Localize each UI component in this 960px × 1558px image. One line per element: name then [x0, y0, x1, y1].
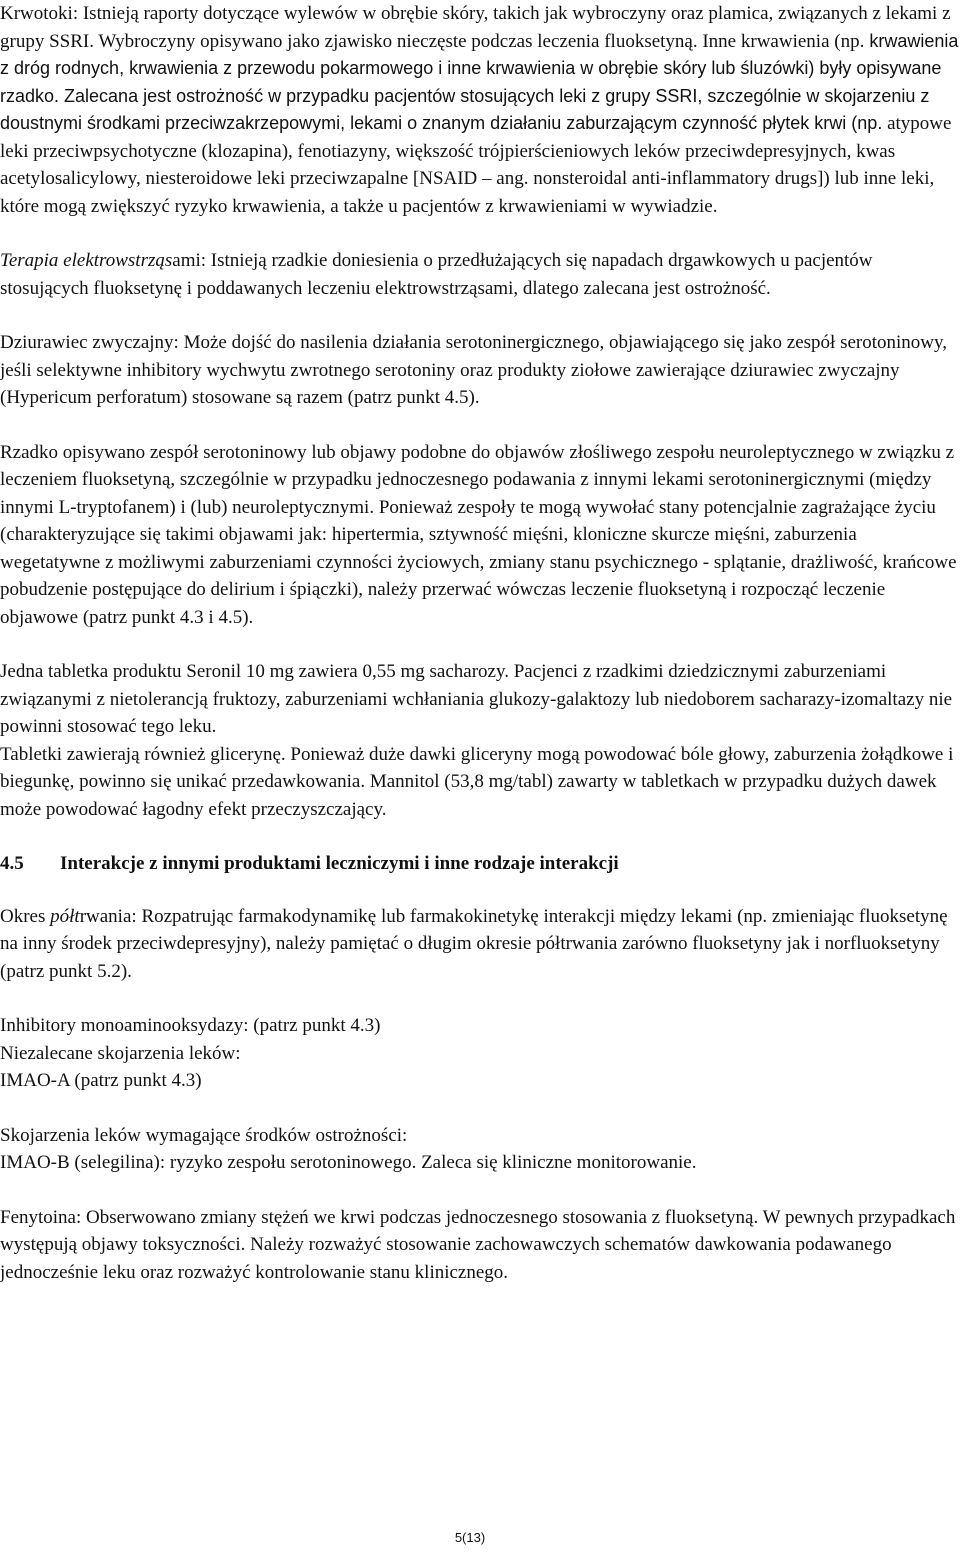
- paragraph-mao-inhibitors: [0, 1012, 960, 1095]
- paragraph-half-life: [0, 903, 960, 986]
- electroconvulsive-text: Istnieją rzadkie doniesienia o przedłużających się napadach drgawkowych u pacjentów stosujących fluoksetynę i poddawanych leczeniu elektrowstrząsami, dlatego zalecana jest ostrożność.: [0, 250, 873, 299]
- section-number: 4.5: [0, 853, 24, 874]
- bleeding-text-1: Istnieją raporty dotyczące wylewów w obrębie skóry, takich jak wybroczyny oraz plamica, związanych z lekami z grupy SSRI. Wybroczyny opisywano jako zjawisko nieczęste podczas leczenia fluoksetyną. Inne krwawienia (np.: [0, 3, 951, 52]
- electroconvulsive-label-rest: ami:: [172, 250, 207, 271]
- phenytoin-text: Obserwowano zmiany stężeń we krwi podczas jednoczesnego stosowania z fluoksetyną. W pewnych przypadkach występują objawy toksyczności. Należy rozważyć stosowanie zachowawczych schematów dawkowania podawanego jednocześnie leku oraz rozważyć kontrolowanie stanu klinicznego.: [0, 1206, 956, 1283]
- st-johns-wort-label: Dziurawiec zwyczajny:: [0, 332, 179, 353]
- phenytoin-label: Fenytoina:: [0, 1206, 82, 1228]
- bleeding-label: Krwotoki:: [0, 3, 79, 24]
- page-number: 5(13): [454, 1530, 486, 1545]
- precautions-line-1: Skojarzenia leków wymagające środków ostrożności:: [0, 1124, 408, 1146]
- paragraph-glycerin: Tabletki zawierają również glicerynę. Ponieważ duże dawki gliceryny mogą powodować bóle głowy, zaburzenia żołądkowe i biegunkę, powinno się unikać przedawkowania. Mannitol (53,8 mg/tabl) zawarty w tabletkach w przypadku dużych dawek może powodować łagodny efekt przeczyszczający.: [0, 743, 954, 820]
- paragraph-bleeding: [0, 0, 960, 220]
- mao-line-1: Inhibitory monoaminooksydazy: (patrz punkt 4.3): [0, 1015, 381, 1036]
- half-life-label-b: rwania:: [79, 905, 137, 927]
- paragraph-sucrose: Jedna tabletka produktu Seronil 10 mg zawiera 0,55 mg sacharozy. Pacjenci z rzadkimi dziedzicznymi zaburzeniami związanymi z nietolerancją fruktozy, zaburzeniami wchłaniania glukozy-galaktozy lub niedoborem sacharazy-izomaltazy nie powinni stosować tego leku.: [0, 661, 953, 737]
- page-footer: [0, 1530, 960, 1546]
- paragraph-phenytoin: [0, 1204, 960, 1287]
- paragraph-precautions: [0, 1122, 960, 1177]
- half-life-label-italic: półt: [50, 905, 80, 927]
- half-life-label-a: Okres: [0, 905, 51, 927]
- mao-line-2: Niezalecane skojarzenia leków:: [0, 1042, 241, 1064]
- st-johns-wort-text: Może dojść do nasilenia działania serotoninergicznego, objawiającego się jako zespół serotoninowy, jeśli selektywne inhibitory wychwytu zwrotnego serotoniny oraz produkty ziołowe zawierające dziurawiec zwyczajny (Hypericum perforatum) stosowane są razem (patrz punkt 4.5).: [0, 332, 948, 408]
- section-heading: [0, 850, 960, 878]
- half-life-text: Rozpatrując farmakodynamikę lub farmakokinetykę interakcji między lekami (np. zmieniając fluoksetynę na inny środek przeciwdepresyjny), należy pamiętać o długim okresie półtrwania zarówno fluoksetyny jak i norfluoksetyny (patrz punkt 5.2).: [0, 905, 948, 982]
- mao-line-3: IMAO-A (patrz punkt 4.3): [0, 1070, 202, 1091]
- paragraph-serotonin-syndrome: Rzadko opisywano zespół serotoninowy lub objawy podobne do objawów złośliwego zespołu neuroleptycznego w związku z leczeniem fluoksetyną, szczególnie w przypadku jednoczesnego podawania z innymi lekami serotoninergicznymi (między innymi L-tryptofanem) i (lub) neuroleptycznymi. Ponieważ zespoły te mogą wywołać stany potencjalnie zagrażające życiu (charakteryzujące się takimi objawami jak: hipertermia, sztywność mięśni, kloniczne skurcze mięśni, zaburzenia wegetatywne z możliwymi zaburzeniami czynności życiowych, zmiany stanu psychicznego - splątanie, drażliwość, krańcowe pobudzenie postępujące do delirium i śpiączki), należy przerwać wówczas leczenie fluoksetyną i rozpocząć leczenie objawowe (patrz punkt 4.3 i 4.5).: [0, 441, 957, 628]
- section-title: Interakcje z innymi produktami leczniczymi i inne rodzaje interakcji: [60, 853, 619, 874]
- paragraph-electroconvulsive: [0, 247, 960, 302]
- bleeding-text-3: atypowe leki przeciwpsychotyczne (klozapina), fenotiazyny, większość trójpierścieniowych leków przeciwdepresyjnych, kwas acetylosalicylowy, niesteroidowe leki przeciwzapalne [NSAID – ang. nonsteroidal anti-inflammatory drugs]) lub inne leki, które mogą zwiększyć ryzyko krwawienia, a także u pacjentów z krwawieniami w wywiadzie.: [0, 113, 952, 217]
- electroconvulsive-label-italic: Terapia elektrowstrząs: [0, 250, 173, 271]
- precautions-line-2: IMAO-B (selegilina): ryzyko zespołu serotoninowego. Zaleca się kliniczne monitorowanie.: [0, 1152, 697, 1173]
- paragraph-st-johns-wort: [0, 329, 960, 412]
- bleeding-text-2: krwawienia z dróg rodnych, krwawienia z przewodu pokarmowego i inne krwawienia w obrębie skóry lub śluzówki) były opisywane rzadko. Zalecana jest ostrożność w przypadku pacjentów stosujących leki z grupy SSRI, szczególnie w skojarzeniu z doustnymi środkami przeciwzakrzepowymi, lekami o znanym działaniu zaburzającym czynność płytek krwi (np.: [0, 30, 959, 133]
